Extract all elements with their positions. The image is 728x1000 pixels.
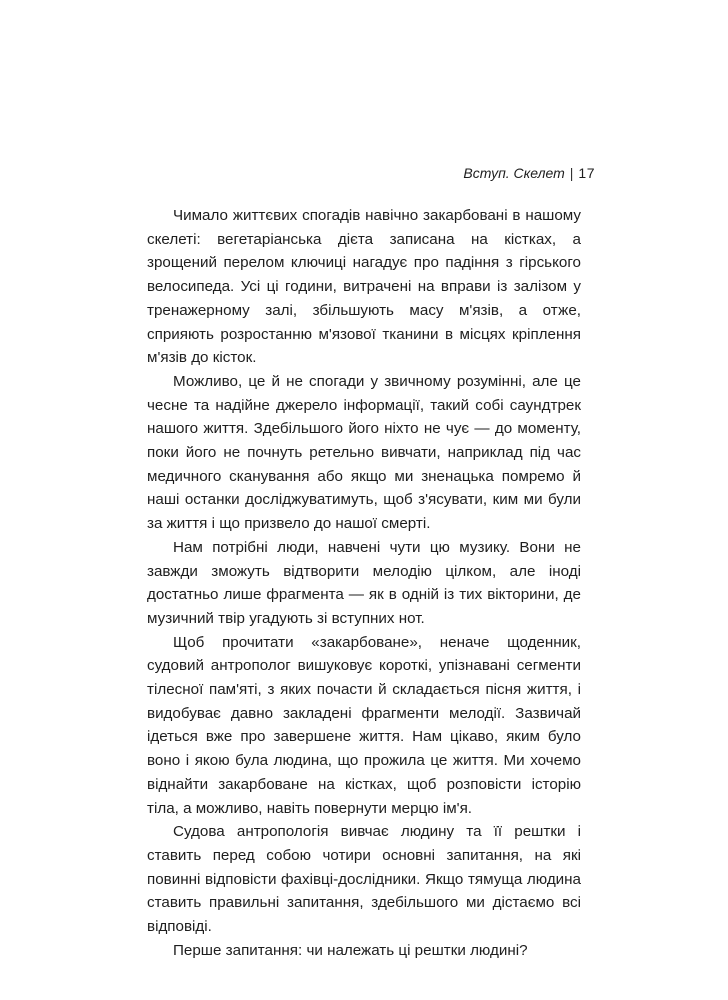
paragraph: Нам потрібні люди, навчені чути цю музику. Вони не завжди зможуть відтворити мелодію цілком, але іноді достатньо лише фрагмента — як в одній із тих вікторини, де музичний твір угадують зі вступних нот.	[147, 538, 581, 627]
paragraph: Перше запитання: чи належать ці рештки людині?	[173, 941, 528, 959]
page-number: 17	[578, 165, 595, 181]
paragraph: Можливо, це й не спогади у звичному розумінні, але це чесне та надійне джерело інформації, такий собі саундтрек нашого життя. Здебільшого його ніхто не чує — до моменту, поки його не почнуть ретельно вивчати, наприклад під час медичного сканування або якщо ми зненацька помремо й наші останки досліджуватимуть, щоб з'ясувати, ким ми були за життя і що призвело до нашої смерті.	[147, 372, 581, 533]
paragraph: Судова антропологія вивчає людину та її рештки і ставить перед собою чотири основні запитання, на які повинні відповісти фахівці-дослідники. Якщо тямуща людина ставить правильні запитання, здебільшого ми дістаємо всі відповіді.	[147, 823, 581, 936]
running-head	[463, 163, 595, 183]
header-separator: |	[569, 165, 574, 181]
paragraph: Чимало життєвих спогадів навічно закарбовані в нашому скелеті: вегетаріанська дієта записана на кістках, а зрощений перелом ключиці нагадує про падіння з гірського велосипеда. Усі ці години, витрачені на вправи із залізом у тренажерному залі, збільшують масу м'язів, а отже, сприяють розростанню м'язової тканини в місцях кріплення м'язів до кісток.	[147, 207, 581, 367]
chapter-title: Вступ. Скелет	[463, 165, 565, 181]
body-text	[147, 204, 581, 963]
paragraph: Щоб прочитати «закарбоване», неначе щоденник, судовий антрополог вишуковує короткі, упізнавані сегменти тілесної пам'яті, з яких почасти й складається пісня життя, і видобуває давно закладені фрагменти мелодії. Зазвичай ідеться вже про завершене життя. Нам цікаво, яким було воно і якою була людина, що прожила це життя. Ми хочемо віднайти закарбоване на кістках, щоб розповісти історію тіла, а можливо, навіть повернути мерцю ім'я.	[147, 633, 581, 817]
